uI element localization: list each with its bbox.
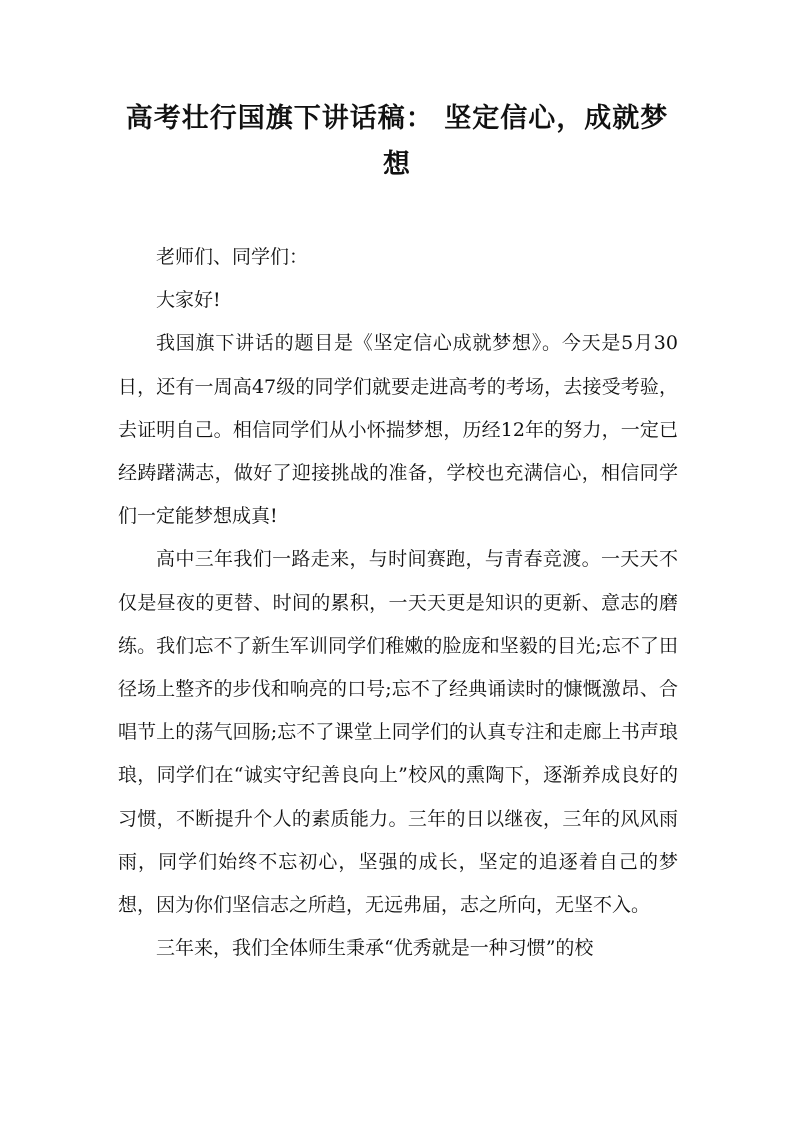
document-body (118, 236, 678, 970)
greeting-paragraph: 大家好! (156, 289, 221, 312)
document-title: 高考壮行国旗下讲话稿： 坚定信心，成就梦想 (125, 103, 669, 180)
body-paragraph-tradition: 三年来，我们全体师生秉承“优秀就是一种习惯”的校 (156, 937, 594, 960)
salutation-paragraph: 老师们、同学们： (156, 246, 309, 268)
body-paragraph-memories: 高中三年我们一路走来，与时间赛跑，与青春竞渡。一天天不仅是昼夜的更替、时间的累积，一天天更是知识的更新、意志的磨练。我们忘不了新生军训同学们稚嫩的脸庞和坚毅的目光;忘不了田径场上整齐的步伐和响亮的口号;忘不了经典诵读时的慷慨激昂、合唱节上的荡气回肠;忘不了课堂上同学们的认真专注和走廊上书声琅琅，同学们在“诚实守纪善良向上”校风的熏陶下，逐渐养成良好的习惯，不断提升个人的素质能力。三年的日以继夜，三年的风风雨雨，同学们始终不忘初心，坚强的成长，坚定的追逐着自己的梦想，因为你们坚信志之所趋，无远弗届，志之所向，无坚不入。 (118, 548, 678, 917)
body-paragraph-topic: 我国旗下讲话的题目是《坚定信心成就梦想》。今天是5月30日，还有一周高47级的同学们就要走进高考的考场，去接受考验，去证明自己。相信同学们从小怀揣梦想，历经12年的努力，一定已经踌躇满志，做好了迎接挑战的准备，学校也充满信心，相信同学们一定能梦想成真! (118, 332, 678, 528)
